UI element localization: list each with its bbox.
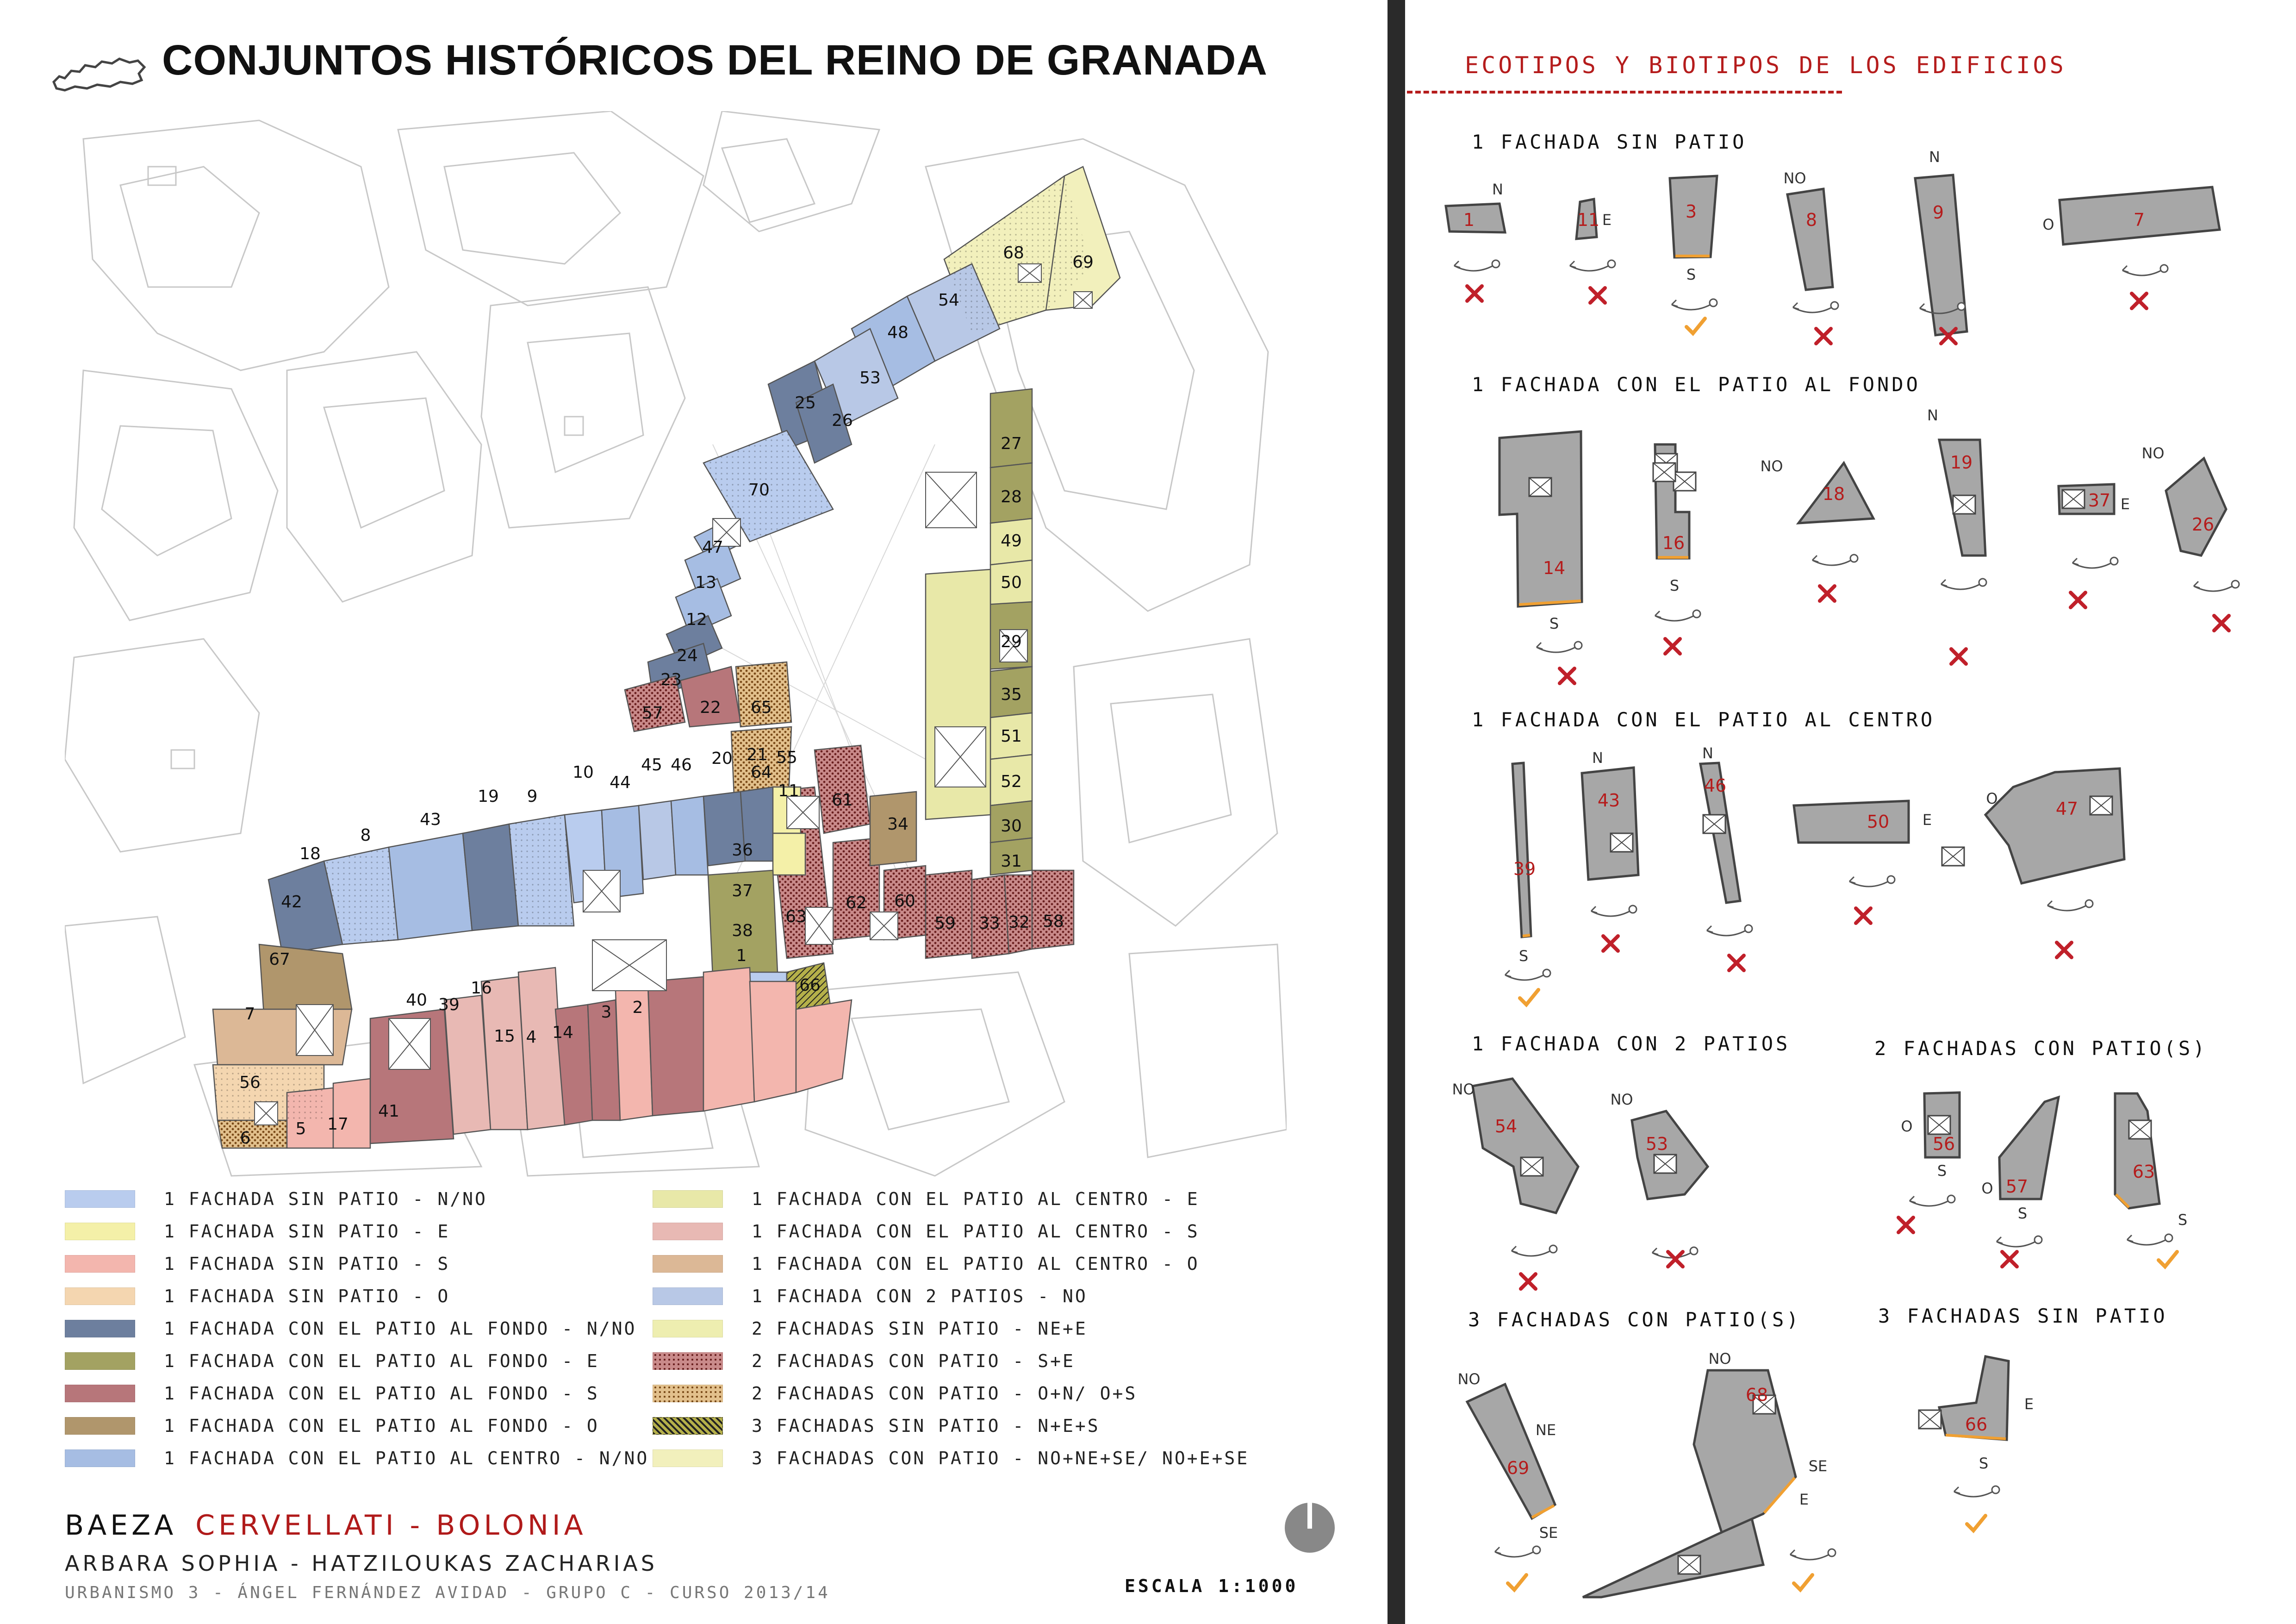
- check-icon: [1508, 1575, 1526, 1590]
- orient-label: NO: [1760, 457, 1783, 475]
- orient-label: NO: [1610, 1091, 1633, 1108]
- legend-label: 1 FACHADA CON EL PATIO AL FONDO - N/NO: [164, 1318, 637, 1339]
- block-label: 1: [736, 946, 747, 965]
- scale-label: ESCALA 1:1000: [1125, 1576, 1299, 1596]
- legend-swatch: [65, 1449, 135, 1467]
- block-label: 22: [700, 698, 721, 717]
- legend-item: [65, 1286, 450, 1306]
- method-name: CERVELLATI - BOLONIA: [195, 1509, 587, 1542]
- cross-icon: [1729, 956, 1744, 970]
- legend-item: [653, 1416, 1100, 1436]
- legend-swatch: [65, 1352, 135, 1370]
- block-label: 67: [269, 950, 290, 969]
- legend-label: 3 FACHADAS CON PATIO - NO+NE+SE/ NO+E+SE: [752, 1448, 1250, 1468]
- block-label: 12: [686, 610, 707, 629]
- block-label: 35: [1001, 685, 1022, 704]
- legend-label: 1 FACHADA SIN PATIO - N/NO: [164, 1189, 487, 1209]
- type-label: 37: [2088, 490, 2111, 511]
- block-label: 39: [438, 995, 460, 1014]
- legend-item: [65, 1189, 487, 1209]
- legend-label: 1 FACHADA CON EL PATIO AL CENTRO - S: [752, 1221, 1200, 1242]
- type-label: 56: [1932, 1134, 1955, 1154]
- block-label: 21: [747, 745, 768, 764]
- type-label: 63: [2132, 1162, 2155, 1182]
- cross-icon: [1560, 668, 1574, 683]
- block-label: 63: [785, 907, 807, 926]
- section-title: 3 FACHADAS SIN PATIO: [1878, 1305, 2168, 1327]
- block-label: 53: [859, 369, 881, 387]
- block-label: 6: [240, 1129, 251, 1148]
- type-label: 68: [1745, 1385, 1768, 1405]
- orient-label: S: [1979, 1455, 1989, 1472]
- type-label: 9: [1932, 202, 1944, 223]
- block-label: 52: [1001, 772, 1022, 791]
- orient-label: NO: [2141, 444, 2165, 462]
- type-label: 46: [1704, 775, 1727, 796]
- orient-label: E: [2120, 495, 2130, 513]
- section-title: 1 FACHADA SIN PATIO: [1472, 131, 1747, 153]
- block-label: 5: [295, 1119, 306, 1138]
- section-title: 1 FACHADA CON EL PATIO AL CENTRO: [1472, 708, 1935, 731]
- legend-item: [65, 1383, 599, 1404]
- legend-swatch: [65, 1417, 135, 1435]
- block-label: 38: [732, 921, 753, 940]
- legend-label: 1 FACHADA CON EL PATIO AL FONDO - E: [164, 1351, 599, 1371]
- section-title: 1 FACHADA CON 2 PATIOS: [1472, 1032, 1791, 1055]
- orient-label: E: [1602, 211, 1612, 229]
- block-label: 19: [478, 787, 499, 806]
- block-label: 60: [894, 892, 915, 911]
- legend-item: [653, 1189, 1200, 1209]
- type-label: 8: [1805, 210, 1817, 230]
- legend-swatch: [653, 1449, 723, 1467]
- orient-label: O: [1986, 790, 1998, 807]
- block-label: 24: [677, 646, 698, 665]
- legend-label: 1 FACHADA SIN PATIO - S: [164, 1254, 450, 1274]
- legend-item: [65, 1221, 450, 1242]
- block-label: 62: [846, 893, 867, 912]
- block-label: 47: [702, 538, 723, 557]
- type-label: 14: [1543, 558, 1566, 578]
- orient-label: S: [2017, 1205, 2028, 1222]
- block-label: 50: [1001, 573, 1022, 592]
- legend-label: 1 FACHADA CON EL PATIO AL FONDO - O: [164, 1416, 599, 1436]
- check-icon: [1794, 1575, 1812, 1590]
- type-label: 3: [1685, 201, 1697, 222]
- legend-label: 2 FACHADAS CON PATIO - O+N/ O+S: [752, 1383, 1138, 1404]
- orient-label: N: [1927, 406, 1938, 424]
- check-icon: [1686, 319, 1705, 333]
- course-info: URBANISMO 3 - ÁNGEL FERNÁNDEZ AVIDAD - GRUPO C - CURSO 2013/14: [65, 1583, 830, 1602]
- legend-swatch: [65, 1255, 135, 1273]
- block-label: 45: [641, 756, 662, 775]
- block-label: 10: [572, 763, 594, 782]
- orient-label: O: [1901, 1118, 1913, 1135]
- legend-swatch: [653, 1223, 723, 1240]
- legend-swatch: [653, 1320, 723, 1337]
- type-label: 7: [2133, 210, 2145, 230]
- block-label: 32: [1008, 913, 1030, 932]
- type-label: 47: [2055, 799, 2078, 819]
- block-label: 29: [1001, 632, 1022, 651]
- legend-label: 1 FACHADA CON EL PATIO AL FONDO - S: [164, 1383, 599, 1404]
- block-label: 68: [1003, 244, 1024, 262]
- type-label: 57: [2005, 1176, 2028, 1197]
- type-label: 11: [1577, 210, 1600, 230]
- legend-label: 1 FACHADA SIN PATIO - E: [164, 1221, 450, 1242]
- panel-divider: [1388, 0, 1405, 1624]
- orient-label: SE: [1808, 1457, 1828, 1475]
- orient-label: N: [1492, 181, 1503, 198]
- type-label: 18: [1822, 484, 1845, 504]
- block-label: 30: [1001, 817, 1022, 836]
- section-title: 1 FACHADA CON EL PATIO AL FONDO: [1472, 373, 1921, 396]
- block-label: 14: [552, 1023, 573, 1042]
- block-label: 64: [751, 763, 772, 782]
- block-label: 44: [610, 773, 631, 792]
- authors: ARBARA SOPHIA - HATZILOUKAS ZACHARIAS: [65, 1551, 658, 1576]
- legend-swatch: [653, 1385, 723, 1402]
- block-label: 34: [887, 815, 908, 834]
- legend-swatch: [653, 1190, 723, 1208]
- orient-label: NO: [1457, 1370, 1481, 1388]
- legend-label: 1 FACHADA CON EL PATIO AL CENTRO - N/NO: [164, 1448, 649, 1468]
- orient-label: S: [1686, 266, 1696, 283]
- type-label: 66: [1965, 1414, 1988, 1435]
- legend-item: [65, 1254, 450, 1274]
- section-title: 2 FACHADAS CON PATIO(S): [1874, 1037, 2208, 1060]
- block-label: 17: [327, 1115, 348, 1134]
- orient-label: O: [2042, 216, 2054, 233]
- block-label: 55: [776, 748, 797, 767]
- legend-item: [65, 1318, 636, 1339]
- legend-item: [653, 1383, 1137, 1404]
- legend-label: 2 FACHADAS CON PATIO - S+E: [752, 1351, 1075, 1371]
- type-label: 1: [1463, 210, 1475, 230]
- block-label: 43: [420, 810, 441, 829]
- cross-icon: [1521, 1274, 1536, 1289]
- legend-item: [653, 1448, 1249, 1468]
- cross-icon: [1665, 639, 1680, 654]
- block-label: 28: [1001, 487, 1022, 506]
- region-outline-icon: [51, 53, 148, 95]
- type-label: 39: [1513, 859, 1536, 879]
- type-label: 43: [1597, 790, 1620, 811]
- block-label: 36: [732, 841, 753, 860]
- legend-swatch: [65, 1287, 135, 1305]
- cross-icon: [1856, 908, 1871, 923]
- right-panel-title: ECOTIPOS Y BIOTIPOS DE LOS EDIFICIOS: [1465, 52, 2066, 79]
- block-label: 56: [239, 1073, 261, 1092]
- orient-label: NO: [1783, 169, 1806, 187]
- section-title: 3 FACHADAS CON PATIO(S): [1468, 1308, 1801, 1331]
- block-label: 31: [1001, 852, 1022, 871]
- check-icon: [1967, 1516, 1985, 1530]
- cross-icon: [1603, 936, 1618, 951]
- cross-icon: [2214, 616, 2229, 631]
- orient-label: NO: [1452, 1081, 1475, 1098]
- block-label: 37: [732, 881, 753, 900]
- block-label: 70: [748, 481, 770, 500]
- orient-label: E: [2024, 1395, 2034, 1413]
- block-label: 59: [934, 914, 956, 933]
- check-icon: [2159, 1252, 2177, 1267]
- type-label: 16: [1662, 533, 1685, 553]
- legend-label: 2 FACHADAS SIN PATIO - NE+E: [752, 1318, 1088, 1339]
- block-label: 49: [1001, 531, 1022, 550]
- page-title: CONJUNTOS HISTÓRICOS DEL REINO DE GRANADA: [162, 37, 1268, 84]
- block-label: 40: [406, 991, 427, 1010]
- legend-swatch: [653, 1417, 723, 1435]
- legend-label: 1 FACHADA SIN PATIO - O: [164, 1286, 450, 1306]
- block-label: 51: [1001, 727, 1022, 746]
- block-label: 13: [695, 573, 716, 592]
- block-label: 65: [751, 698, 772, 717]
- legend-item: [65, 1448, 649, 1468]
- block-label: 8: [360, 826, 371, 845]
- block-label: 7: [244, 1005, 255, 1024]
- block-label: 27: [1001, 434, 1022, 453]
- legend-swatch: [65, 1190, 135, 1208]
- cross-icon: [2071, 593, 2085, 607]
- cross-icon: [2002, 1252, 2017, 1267]
- block-label: 2: [632, 998, 643, 1017]
- legend-item: [653, 1318, 1088, 1339]
- cross-icon: [2132, 294, 2147, 308]
- legend-item: [65, 1416, 599, 1436]
- cross-icon: [1668, 1252, 1683, 1267]
- city-name: BAEZA: [65, 1509, 177, 1542]
- orient-label: O: [1981, 1180, 1993, 1197]
- block-label: 4: [526, 1028, 537, 1047]
- block-label: 57: [642, 704, 663, 723]
- cross-icon: [1816, 329, 1831, 344]
- urban-map: [65, 111, 1287, 1181]
- legend-label: 3 FACHADAS SIN PATIO - N+E+S: [752, 1416, 1100, 1436]
- block-label: 66: [799, 976, 821, 995]
- type-label: 53: [1645, 1134, 1668, 1154]
- legend-swatch: [65, 1320, 135, 1337]
- block-label: 16: [471, 979, 492, 998]
- block-label: 3: [601, 1003, 612, 1022]
- orient-label: N: [1592, 749, 1603, 767]
- legend-swatch: [65, 1223, 135, 1240]
- legend-item: [653, 1286, 1088, 1306]
- block-label: 15: [494, 1027, 515, 1046]
- block-label: 18: [299, 844, 321, 863]
- orient-label: E: [1799, 1491, 1809, 1508]
- type-label: 50: [1867, 812, 1890, 832]
- orient-label: S: [1669, 577, 1680, 594]
- cross-icon: [1590, 288, 1605, 303]
- legend-item: [653, 1351, 1075, 1371]
- legend-label: 1 FACHADA CON EL PATIO AL CENTRO - E: [752, 1189, 1200, 1209]
- orient-label: NO: [1708, 1350, 1731, 1368]
- block-label: 42: [281, 893, 302, 912]
- block-label: 48: [887, 323, 908, 342]
- block-label: 26: [832, 411, 853, 430]
- orient-label: SE: [1539, 1524, 1558, 1542]
- block-label: 58: [1043, 912, 1064, 931]
- orient-label: N: [1929, 148, 1940, 166]
- orient-label: S: [1549, 615, 1559, 632]
- type-label: 69: [1506, 1458, 1530, 1478]
- legend-swatch: [653, 1352, 723, 1370]
- block-label: 11: [778, 781, 799, 800]
- cross-icon: [1820, 586, 1835, 601]
- cross-icon: [1898, 1218, 1913, 1232]
- block-label: 46: [671, 756, 692, 775]
- orient-label: S: [1937, 1162, 1947, 1180]
- block-label: 41: [378, 1102, 399, 1121]
- orient-label: E: [1922, 811, 1932, 829]
- legend-swatch: [653, 1255, 723, 1273]
- legend-swatch: [653, 1287, 723, 1305]
- building-types-diagram: [1407, 0, 2286, 1624]
- cross-icon: [1467, 286, 1482, 301]
- block-label: 23: [660, 670, 682, 689]
- legend-swatch: [65, 1385, 135, 1402]
- legend-item: [653, 1254, 1200, 1274]
- north-arrow-icon: [1282, 1500, 1338, 1555]
- block-label: 61: [832, 791, 853, 810]
- block-label: 33: [979, 914, 1000, 933]
- type-label: 54: [1494, 1116, 1518, 1137]
- orient-label: N: [1702, 744, 1713, 762]
- orient-label: S: [1518, 947, 1529, 965]
- legend-label: 1 FACHADA CON EL PATIO AL CENTRO - O: [752, 1254, 1200, 1274]
- check-icon: [1520, 990, 1538, 1005]
- orient-label: S: [2178, 1211, 2188, 1229]
- cross-icon: [2057, 943, 2072, 957]
- legend-item: [653, 1221, 1200, 1242]
- legend-label: 1 FACHADA CON 2 PATIOS - NO: [752, 1286, 1088, 1306]
- block-label: 54: [938, 291, 959, 310]
- orient-label: NE: [1535, 1421, 1556, 1439]
- block-label: 20: [711, 749, 733, 768]
- type-label: 19: [1950, 452, 1973, 473]
- footer-city-line: [65, 1509, 587, 1542]
- block-label: 9: [527, 787, 538, 806]
- type-label: 26: [2191, 514, 2215, 535]
- block-label: 69: [1072, 253, 1094, 272]
- cross-icon: [1951, 649, 1966, 664]
- legend-item: [65, 1351, 599, 1371]
- block-label: 25: [795, 394, 816, 412]
